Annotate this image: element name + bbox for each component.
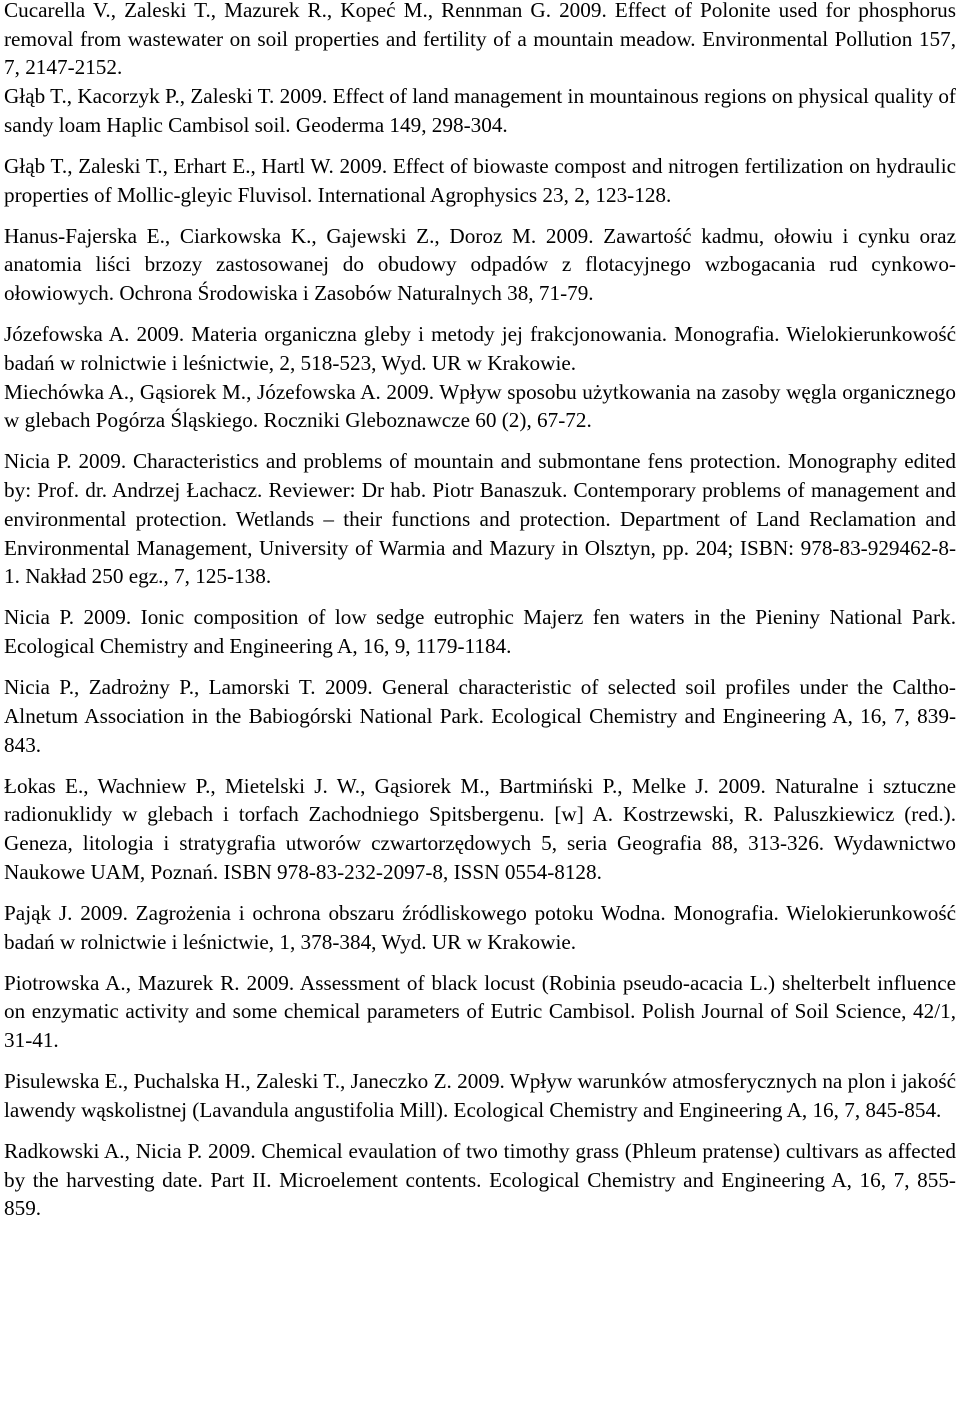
reference-entry: Hanus-Fajerska E., Ciarkowska K., Gajewski Z., Doroz M. 2009. Zawartość kadmu, ołowiu i cynku oraz anatomia liści brzozy zastosowanej do obudowy odpadów z flotacyjnego wzbogacania rud cynkowo-ołowiowych. Ochrona Środowiska i Zasobów Naturalnych 38, 71-79. xyxy=(4,223,956,306)
reference-entry: Głąb T., Kacorzyk P., Zaleski T. 2009. Effect of land management in mountainous regions on physical quality of sandy loam Haplic Cambisol soil. Geoderma 149, 298-304. xyxy=(4,84,956,137)
reference-entry: Głąb T., Zaleski T., Erhart E., Hartl W. 2009. Effect of biowaste compost and nitrogen fertilization on hydraulic properties of Mollic-gleyic Fluvisol. International Agrophysics 23, 2, 123-128. xyxy=(4,153,956,207)
reference-entry: Nicia P., Zadrożny P., Lamorski T. 2009. General characteristic of selected soil profiles under the Caltho-Alnetum Association in the Babiogórski National Park. Ecological Chemistry and Engineering A, 16, 7, 839-843. xyxy=(4,675,956,757)
reference-entry: Nicia P. 2009. Characteristics and problems of mountain and submontane fens protection. Monography edited by: Prof. dr. Andrzej Łachacz. Reviewer: Dr hab. Piotr Banaszuk. Contemporary problems of management and environmental protection. Wetlands – their functions and protection. Department of Land Reclamation and Environmental Management, University of Warmia and Mazury in Olsztyn, pp. 204; ISBN: 978-83-929462-8-1. Nakład 250 egz., 7, 125-138. xyxy=(4,449,956,589)
reference-entry: Miechówka A., Gąsiorek M., Józefowska A. 2009. Wpływ sposobu użytkowania na zasoby węgla organicznego w glebach Pogórza Śląskiego. Roczniki Gleboznawcze 60 (2), 67-72. xyxy=(4,379,956,433)
reference-entry: Cucarella V., Zaleski T., Mazurek R., Kopeć M., Rennman G. 2009. Effect of Polonite used for phosphorus removal from wastewater on soil properties and fertility of a mountain meadow. Environmental Pollution 157, 7, 2147-2152. xyxy=(4,0,956,80)
reference-entry: Piotrowska A., Mazurek R. 2009. Assessment of black locust (Robinia pseudo-acacia L.) shelterbelt influence on enzymatic activity and some chemical parameters of Eutric Cambisol. Polish Journal of Soil Science, 42/1, 31-41. xyxy=(4,970,956,1053)
reference-list xyxy=(4,0,956,1235)
reference-entry: Radkowski A., Nicia P. 2009. Chemical evaulation of two timothy grass (Phleum pratense) cultivars as affected by the harvesting date. Part II. Microelement contents. Ecological Chemistry and Engineering A, 16, 7, 855-859. xyxy=(4,1138,956,1221)
reference-entry: Nicia P. 2009. Ionic composition of low sedge eutrophic Majerz fen waters in the Pieniny National Park. Ecological Chemistry and Engineering A, 16, 9, 1179-1184. xyxy=(4,605,956,659)
reference-entry: Pisulewska E., Puchalska H., Zaleski T., Janeczko Z. 2009. Wpływ warunków atmosferycznych na plon i jakość lawendy wąskolistnej (Lavandula angustifolia Mill). Ecological Chemistry and Engineering A, 16, 7, 845-854. xyxy=(4,1069,956,1122)
reference-entry: Józefowska A. 2009. Materia organiczna gleby i metody jej frakcjonowania. Monografia. Wielokierunkowość badań w rolnictwie i leśnictwie, 2, 518-523, Wyd. UR w Krakowie. xyxy=(4,322,956,375)
reference-entry: Pająk J. 2009. Zagrożenia i ochrona obszaru źródliskowego potoku Wodna. Monografia. Wielokierunkowość badań w rolnictwie i leśnictwie, 1, 378-384, Wyd. UR w Krakowie. xyxy=(4,900,956,954)
reference-entry: Łokas E., Wachniew P., Mietelski J. W., Gąsiorek M., Bartmiński P., Melke J. 2009. Naturalne i sztuczne radionuklidy w glebach i torfach Zachodniego Spitsbergenu. [w] A. Kostrzewski, R. Paluszkiewicz (red.). Geneza, litologia i stratygrafia utworów czwartorzędowych 5, seria Geografia 88, 313-326. Wydawnictwo Naukowe UAM, Poznań. ISBN 978-83-232-2097-8, ISSN 0554-8128. xyxy=(4,773,956,884)
